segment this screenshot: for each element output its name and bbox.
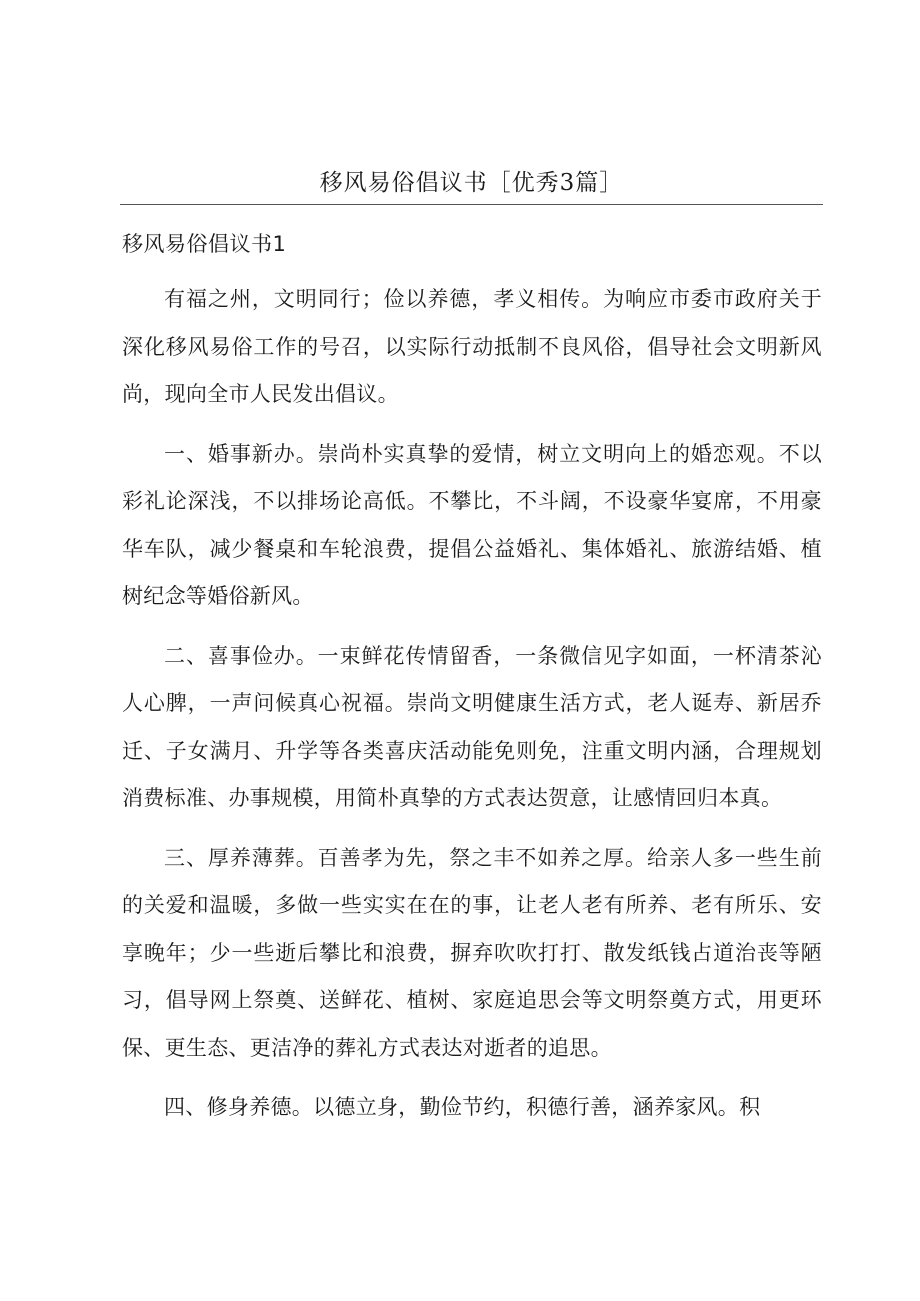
section-heading: 移风易俗倡议书1 — [122, 232, 287, 256]
paragraph-virtue: 四、修身养德。以德立身，勤俭节约，积德行善，涵养家风。积 — [164, 1095, 761, 1119]
paragraph-intro: 有福之州，文明同行；俭以养德，孝义相传。为响应市委市政府关于深化移风易俗工作的号召，以实际行动抵制不良风俗，倡导社会文明新风尚，现向全市人民发出倡议。 — [122, 287, 822, 406]
document-body — [122, 224, 822, 1144]
document-title: 移风易俗倡议书［优秀3篇］ — [319, 170, 624, 196]
paragraph-funeral: 三、厚养薄葬。百善孝为先，祭之丰不如养之厚。给亲人多一些生前的关爱和温暖，多做一些实实在在的事，让老人老有所养、老有所乐、安享晚年；少一些逝后攀比和浪费，摒弃吹吹打打、散发纸钱占道治丧等陋习，倡导网上祭奠、送鲜花、植树、家庭追思会等文明祭奠方式，用更环保、更生态、更洁净的葬礼方式表达对逝者的追思。 — [122, 845, 822, 1060]
title-divider — [120, 204, 823, 205]
paragraph-celebration: 二、喜事俭办。一束鲜花传情留香，一条微信见字如面，一杯清茶沁人心脾，一声问候真心祝福。崇尚文明健康生活方式，老人诞寿、新居乔迁、子女满月、升学等各类喜庆活动能免则免，注重文明内涵，合理规划消费标准、办事规模，用简朴真挚的方式表达贺意，让感情回归本真。 — [122, 643, 822, 810]
paragraph-wedding: 一、婚事新办。崇尚朴实真挚的爱情，树立文明向上的婚恋观。不以彩礼论深浅，不以排场论高低。不攀比，不斗阔，不设豪华宴席，不用豪华车队，减少餐桌和车轮浪费，提倡公益婚礼、集体婚礼、旅游结婚、植树纪念等婚俗新风。 — [122, 441, 822, 608]
